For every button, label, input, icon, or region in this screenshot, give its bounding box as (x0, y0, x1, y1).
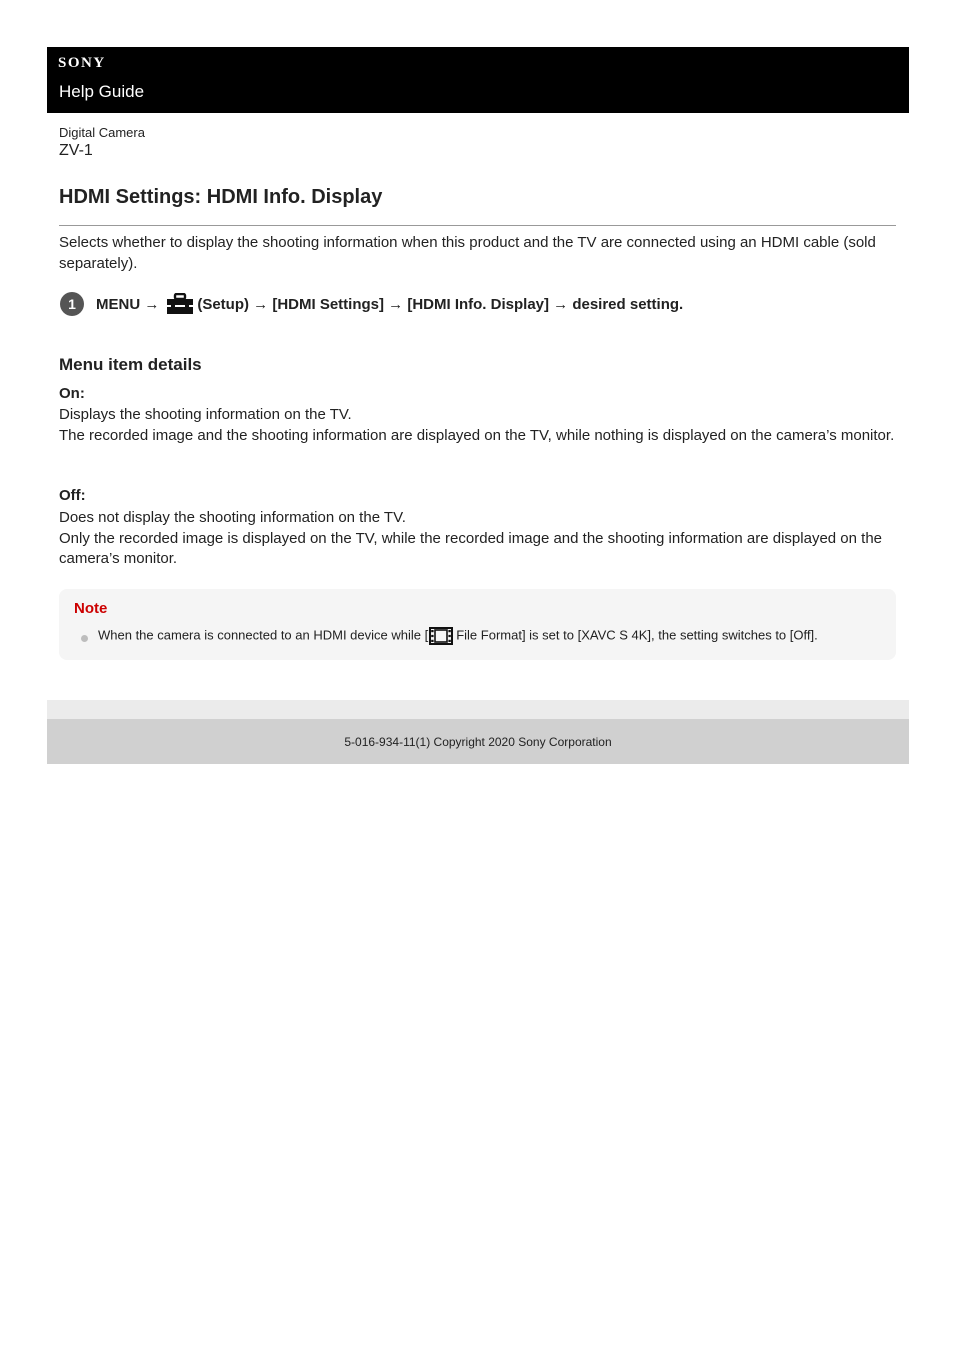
menu-item-details-heading: Menu item details (59, 355, 202, 374)
on-option-description (59, 405, 896, 446)
page-title: HDMI Settings: HDMI Info. Display (59, 186, 383, 208)
sony-logo[interactable]: SONY (58, 55, 106, 71)
copyright-text: 5-016-934-11(1) Copyright 2020 Sony Corporation (344, 734, 612, 749)
product-model: ZV-1 (59, 142, 93, 159)
help-guide-title: Help Guide (59, 82, 145, 101)
toolbox-icon (166, 293, 194, 315)
title-divider (59, 225, 896, 226)
note-title: Note (74, 600, 108, 617)
off-option-description (59, 508, 896, 570)
intro-text: Selects whether to display the shooting information when this product and the TV are connected using an HDMI cable (sold separately). (59, 234, 876, 272)
note-text-after-icon: File Format] is set to [XAVC S 4K], the setting switches to [Off]. (456, 627, 818, 643)
step-menu-prefix: MENU → (96, 295, 160, 313)
on-description-line: Displays the shooting information on the TV. (59, 406, 352, 423)
note-text (98, 627, 818, 645)
step-instruction (96, 292, 683, 316)
step-number-badge: 1 (60, 292, 84, 316)
bullet-icon (81, 635, 88, 642)
off-description-line: Only the recorded image is displayed on the TV, while the recorded image and the shooting information are displayed on the camera’s monitor. (59, 529, 883, 567)
off-option-label: Off: (59, 487, 86, 504)
off-description-line: Does not display the shooting information on the TV. (59, 509, 406, 526)
product-category: Digital Camera (59, 125, 145, 140)
on-option-label: On: (59, 385, 85, 402)
footer-spacer (47, 700, 909, 719)
site-header (47, 47, 909, 113)
note-list-item (81, 627, 818, 645)
footer (47, 719, 909, 764)
on-description-line: The recorded image and the shooting information are displayed on the TV, while nothing is displayed on the camera’s monitor. (59, 426, 895, 444)
movie-film-icon (429, 627, 453, 645)
step-menu-path: (Setup) → [HDMI Settings] → [HDMI Info. Display] → desired setting. (197, 295, 684, 313)
note-box (59, 589, 896, 660)
note-text-before-icon: When the camera is connected to an HDMI device while [ (98, 627, 429, 643)
